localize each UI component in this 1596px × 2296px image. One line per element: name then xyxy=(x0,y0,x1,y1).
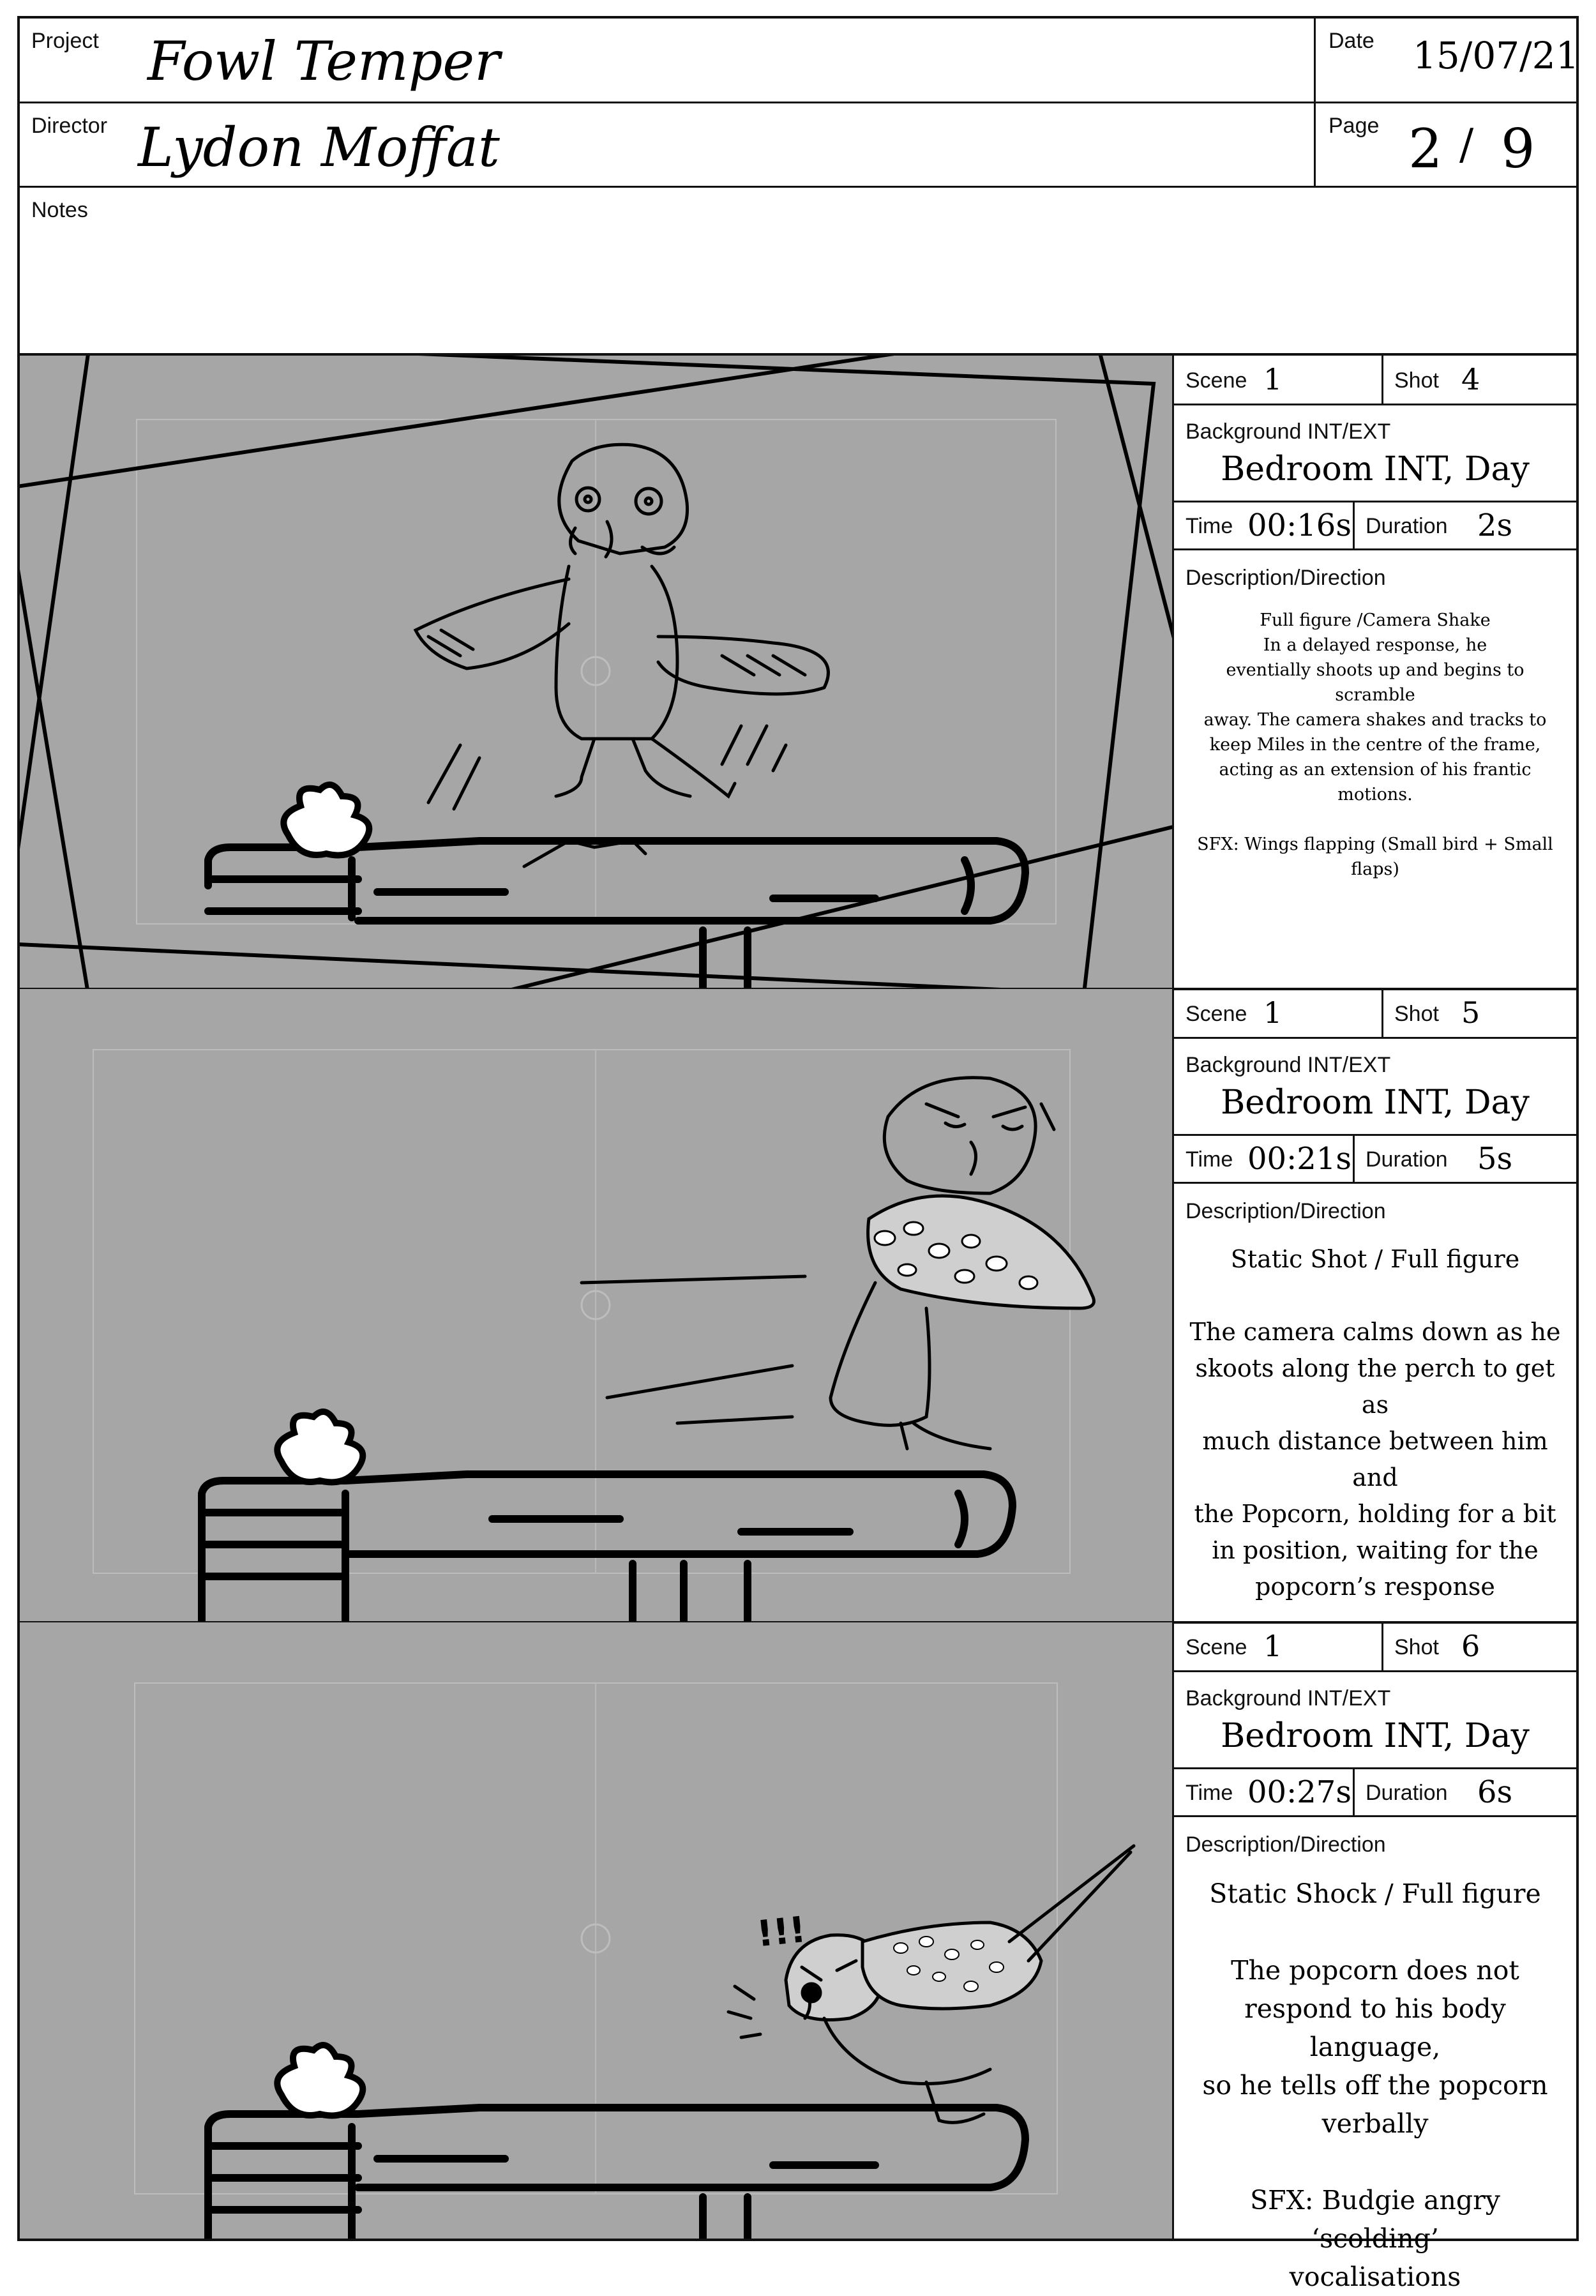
budgie-icon xyxy=(582,1078,1094,1449)
scene-label: Scene xyxy=(1186,1635,1247,1659)
scene-label: Scene xyxy=(1186,368,1247,393)
shot-4-description-area xyxy=(1174,550,1576,988)
scene-label: Scene xyxy=(1186,1002,1247,1026)
page-separator: / xyxy=(1459,120,1474,169)
shot-4-scene-row xyxy=(1174,356,1576,405)
storyboard-sheet xyxy=(17,16,1579,2292)
popcorn-icon xyxy=(277,2045,363,2116)
shot-4-background-value: Bedroom INT, Day xyxy=(1221,450,1530,488)
shot-6-time-row xyxy=(1174,1769,1576,1817)
shot-5-background-row xyxy=(1174,1039,1576,1136)
shot-6-duration-value: 6s xyxy=(1477,1774,1513,1810)
project-label: Project xyxy=(31,29,99,53)
shot-5-number: 5 xyxy=(1461,995,1480,1030)
page-divider xyxy=(1314,103,1316,186)
shot-6-scene-value: 1 xyxy=(1263,1629,1283,1663)
shot-4-panel xyxy=(20,356,1172,988)
shot-6-time-value: 00:27s xyxy=(1247,1774,1351,1810)
date-divider xyxy=(1314,19,1316,102)
shot-4-time-value: 00:16s xyxy=(1247,508,1351,543)
shot-4-info xyxy=(1172,356,1576,988)
shot-5-drawing xyxy=(20,989,1172,1621)
shot-label: Shot xyxy=(1394,1002,1439,1026)
shot-label: Shot xyxy=(1394,368,1439,393)
page-total: 9 xyxy=(1501,117,1535,180)
shot-5-description-area xyxy=(1174,1184,1576,1621)
shot-6-scene-divider xyxy=(1381,1622,1383,1670)
shot-6-number: 6 xyxy=(1461,1629,1480,1663)
director-label: Director xyxy=(31,114,108,138)
shot-5-scene-divider xyxy=(1381,989,1383,1037)
shot-6-info xyxy=(1172,1622,1576,2292)
shot-6-drawing xyxy=(20,1622,1172,2239)
time-label: Time xyxy=(1186,514,1233,538)
shot-4-background-row xyxy=(1174,405,1576,502)
description-label: Description/Direction xyxy=(1186,566,1386,590)
shot-6-description-area xyxy=(1174,1817,1576,2292)
shot-6-background-value: Bedroom INT, Day xyxy=(1221,1717,1530,1755)
perch-icon xyxy=(202,1474,1013,1621)
shot-label: Shot xyxy=(1394,1635,1439,1659)
popcorn-icon xyxy=(277,1412,363,1483)
shot-5-scene-row xyxy=(1174,989,1576,1039)
shot-5-info xyxy=(1172,989,1576,1621)
shot-4-time-row xyxy=(1174,502,1576,550)
shot-6-panel xyxy=(20,1622,1172,2239)
project-row xyxy=(20,19,1579,103)
project-title: Fowl Temper xyxy=(147,30,501,93)
shot-5-background-value: Bedroom INT, Day xyxy=(1221,1084,1530,1122)
shot-6-background-row xyxy=(1174,1672,1576,1769)
director-name: Lydon Moffat xyxy=(138,116,500,179)
shot-4-scene-value: 1 xyxy=(1263,362,1283,397)
shot-5-time-row xyxy=(1174,1136,1576,1184)
duration-label: Duration xyxy=(1366,1147,1448,1172)
shot-5-scene-value: 1 xyxy=(1263,995,1283,1030)
shot-4-scene-divider xyxy=(1381,356,1383,404)
date-label: Date xyxy=(1329,29,1374,53)
shot-4-description: Full figure /Camera Shake In a delayed response, he eventially shoots up and begins to scramble away. The camera shakes and tracks to keep Miles in the centre of the frame, acting as an extension of his frantic motions. SFX: Wings flapping (Small bird + Small flaps) xyxy=(1197,610,1553,879)
shot-4-drawing xyxy=(20,356,1172,988)
page-current: 2 xyxy=(1408,117,1443,180)
shot-6-time-divider xyxy=(1353,1769,1355,1815)
background-label: Background INT/EXT xyxy=(1186,1053,1391,1077)
shot-4-number: 4 xyxy=(1461,362,1480,397)
shot-6-scene-row xyxy=(1174,1622,1576,1672)
shot-5-time-divider xyxy=(1353,1136,1355,1182)
perch-icon xyxy=(208,2108,1025,2239)
time-label: Time xyxy=(1186,1147,1233,1172)
date-value: 15/07/21 xyxy=(1413,34,1579,77)
shot-5-panel xyxy=(20,989,1172,1621)
duration-label: Duration xyxy=(1366,1781,1448,1805)
duration-label: Duration xyxy=(1366,514,1448,538)
page-label: Page xyxy=(1329,114,1380,138)
description-label: Description/Direction xyxy=(1186,1199,1386,1223)
budgie-icon xyxy=(416,444,828,866)
shot-5-description: Static Shot / Full figure The camera calms down as he skoots along the perch to get as much distance between him and the Popcorn, holding for a bit in position, waiting for the popcorn’s response xyxy=(1189,1245,1561,1601)
background-label: Background INT/EXT xyxy=(1186,1686,1391,1711)
director-row xyxy=(20,103,1576,188)
notes-label: Notes xyxy=(31,198,88,222)
time-label: Time xyxy=(1186,1781,1233,1805)
exclaim-marks: !!! xyxy=(755,1908,808,1956)
description-label: Description/Direction xyxy=(1186,1832,1386,1857)
shot-6-description: Static Shock / Full figure The popcorn does not respond to his body language, so he tells off the popcorn verbally SFX: Budgie angry ‘scolding’ vocalisations xyxy=(1202,1878,1548,2292)
shot-4-duration-value: 2s xyxy=(1477,508,1513,543)
shot-4-time-divider xyxy=(1353,502,1355,548)
notes-row xyxy=(20,188,1576,356)
popcorn-icon xyxy=(283,785,369,856)
shot-5-duration-value: 5s xyxy=(1477,1141,1513,1177)
background-label: Background INT/EXT xyxy=(1186,419,1391,444)
shot-5-time-value: 00:21s xyxy=(1247,1141,1351,1177)
budgie-icon xyxy=(728,1846,1134,2122)
